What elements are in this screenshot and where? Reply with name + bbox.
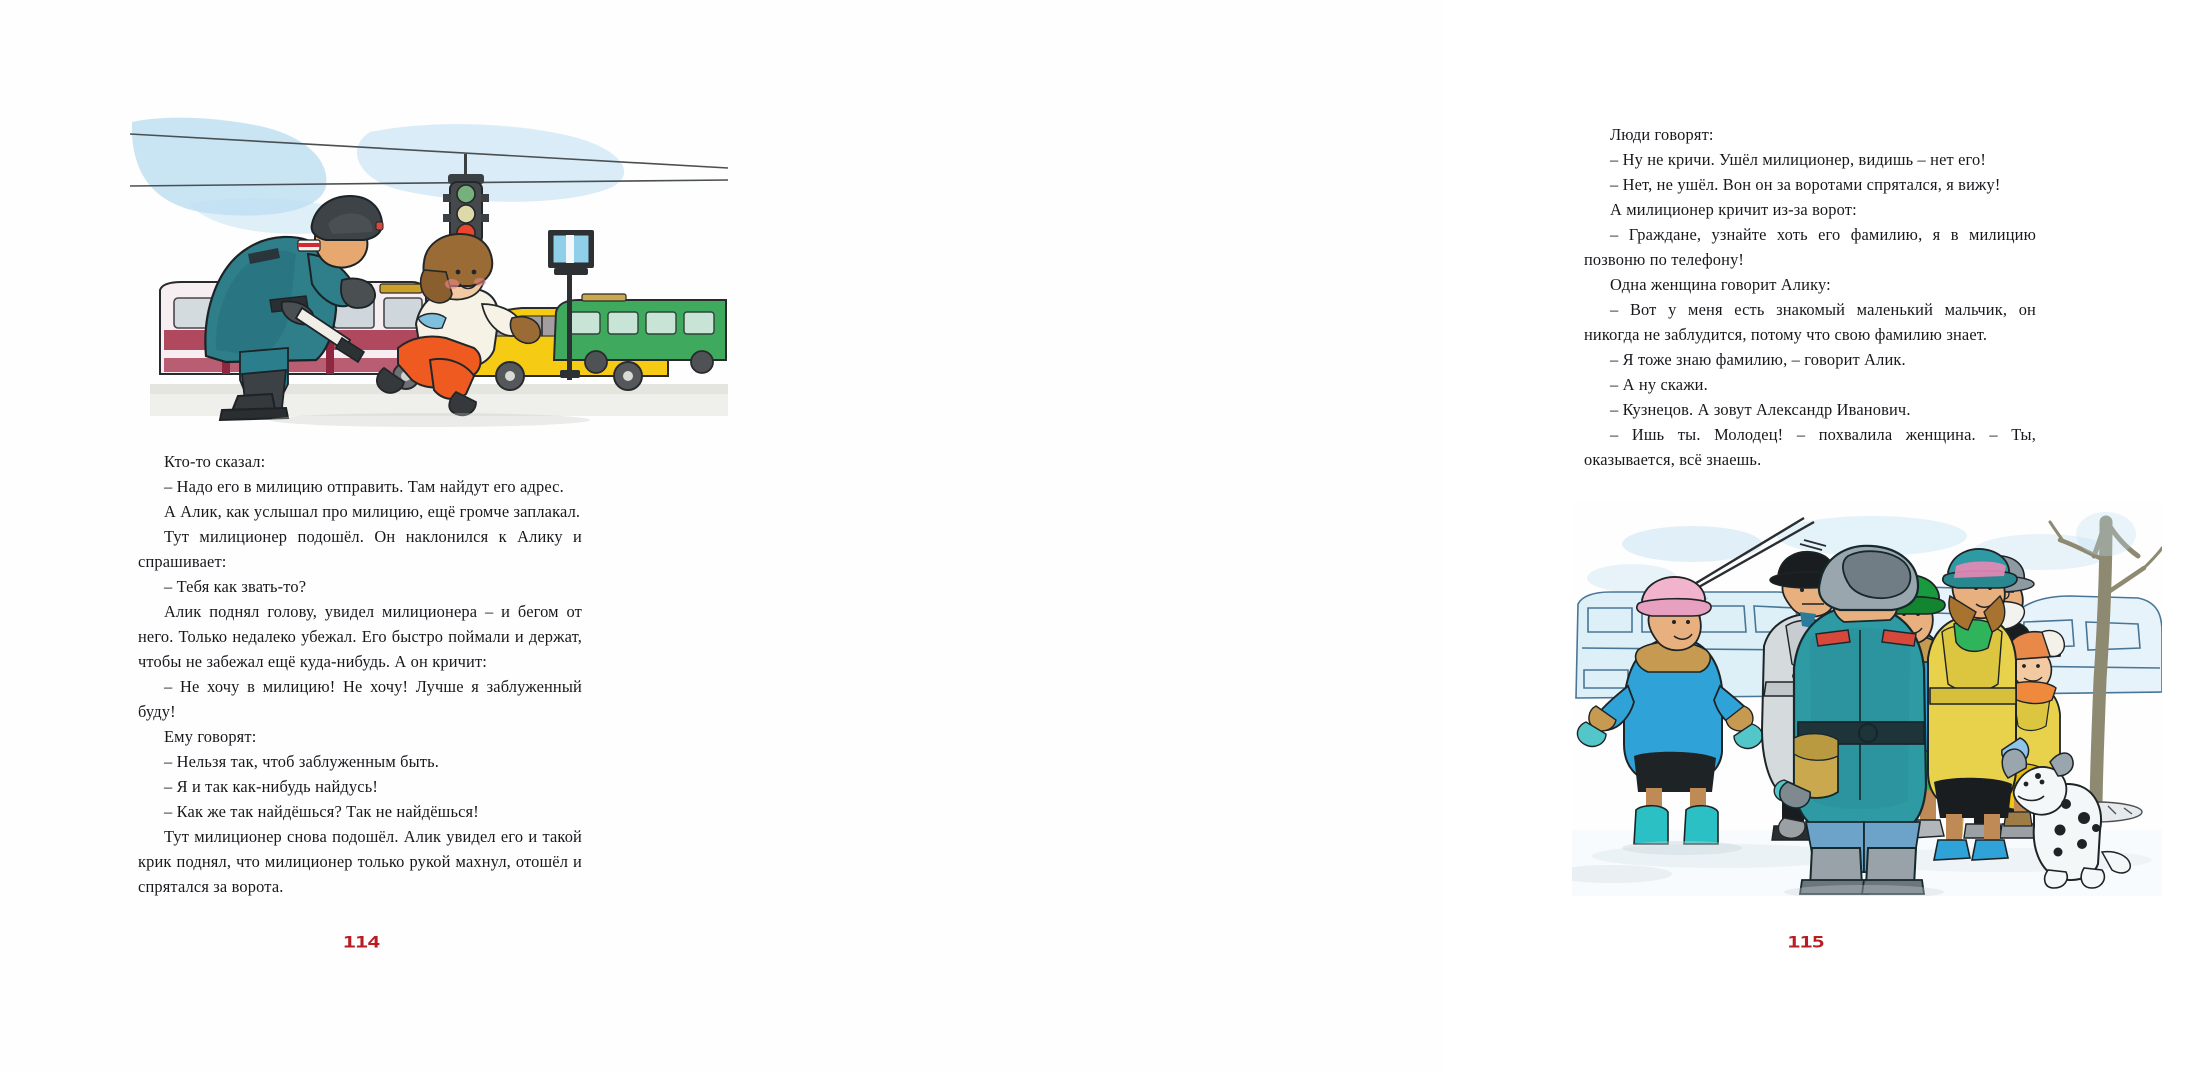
paragraph: – Как же так найдёшься? Так не найдёшься!	[164, 802, 479, 821]
paragraph: А Алик, как услышал про милицию, ещё громче заплакал.	[164, 502, 581, 521]
paragraph: – Граждане, узнайте хоть его фамилию, я в милицию позвоню по телефону!	[1584, 225, 2036, 269]
page-number-left: 114	[342, 932, 380, 952]
paragraph: – А ну скажи.	[1610, 375, 1708, 394]
paragraph: Ему говорят:	[164, 727, 257, 746]
paragraph: Люди говорят:	[1610, 125, 1714, 144]
page-right	[722, 0, 2036, 1072]
paragraph: Кто-то сказал:	[164, 452, 266, 471]
paragraph: А милиционер кричит из-за ворот:	[1610, 200, 1857, 219]
paragraph: – Кузнецов. А зовут Александр Иванович.	[1610, 400, 1911, 419]
page-left	[0, 0, 722, 1072]
paragraph: Одна женщина говорит Алику:	[1610, 275, 1831, 294]
paragraph: – Ишь ты. Молодец! – похвалила женщина. – Ты, оказывается, всё знаешь.	[1584, 425, 2036, 469]
illustration-crowd-around-boy	[1572, 500, 2162, 896]
right-page-text	[1584, 122, 2036, 472]
left-page-text	[138, 449, 582, 899]
paragraph: – Надо его в милицию отправить. Там найдут его адрес.	[164, 477, 564, 496]
paragraph: Алик поднял голову, увидел милиционера – и бегом от него. Только недалеко убежал. Его быстро поймали и держат, чтобы не забежал ещё куда-нибудь. А он кричит:	[138, 602, 582, 671]
paragraph: Тут милиционер снова подошёл. Алик увидел его и такой крик поднял, что милиционер только рукой махнул, отошёл и спрятался за ворота.	[138, 827, 582, 896]
paragraph: – Вот у меня есть знакомый маленький мальчик, он никогда не заблудится, потому что свою фамилию знает.	[1584, 300, 2036, 344]
paragraph: – Не хочу в милицию! Не хочу! Лучше я заблуженный буду!	[138, 677, 582, 721]
page-number-right: 115	[1787, 932, 1824, 952]
paragraph: – Ну не кричи. Ушёл милиционер, видишь – нет его!	[1610, 150, 1987, 169]
paragraph: – Нет, не ушёл. Вон он за воротами спрятался, я вижу!	[1610, 175, 2001, 194]
paragraph: – Я тоже знаю фамилию, – говорит Алик.	[1610, 350, 1906, 369]
paragraph: – Тебя как звать-то?	[164, 577, 307, 596]
paragraph: – Я и так как-нибудь найдусь!	[164, 777, 378, 796]
illustration-policeman-and-boy	[130, 112, 728, 430]
paragraph: – Нельзя так, чтоб заблуженным быть.	[164, 752, 440, 771]
paragraph: Тут милиционер подошёл. Он наклонился к Алику и спрашивает:	[138, 527, 582, 571]
